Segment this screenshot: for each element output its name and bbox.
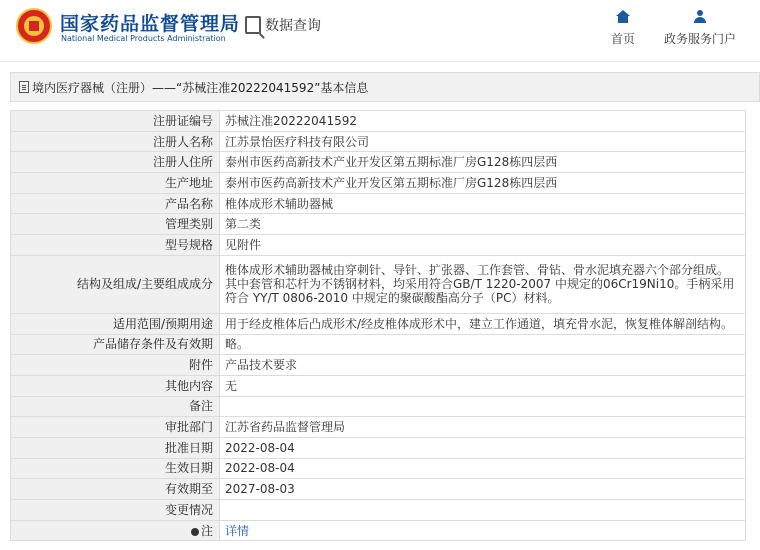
nav-portal-label: 政务服务门户 bbox=[663, 32, 736, 46]
table-row bbox=[11, 375, 746, 396]
field-value: 产品技术要求 bbox=[220, 355, 746, 376]
nav-home[interactable] bbox=[598, 10, 648, 47]
data-query-link[interactable] bbox=[245, 13, 321, 37]
field-label: 管理类别 bbox=[11, 214, 220, 235]
table-row bbox=[11, 193, 746, 214]
field-value: 椎体成形术辅助器械 bbox=[220, 193, 746, 214]
note-label-cell bbox=[11, 520, 220, 541]
data-query-label: 数据查询 bbox=[265, 18, 321, 34]
field-value: 无 bbox=[220, 375, 746, 396]
field-label: 生产地址 bbox=[11, 173, 220, 194]
note-label: 注 bbox=[200, 523, 213, 538]
table-row bbox=[11, 355, 746, 376]
table-row-note bbox=[11, 520, 746, 541]
field-value bbox=[220, 500, 746, 521]
table-row bbox=[11, 479, 746, 500]
table-row bbox=[11, 417, 746, 438]
org-name-en: National Medical Products Administration bbox=[61, 34, 226, 43]
table-row bbox=[11, 131, 746, 152]
field-label: 有效期至 bbox=[11, 479, 220, 500]
field-label: 产品名称 bbox=[11, 193, 220, 214]
field-label: 注册人名称 bbox=[11, 131, 220, 152]
field-label: 其他内容 bbox=[11, 375, 220, 396]
table-row bbox=[11, 235, 746, 256]
field-value: 2027-08-03 bbox=[220, 479, 746, 500]
field-value: 第二类 bbox=[220, 214, 746, 235]
field-value: 泰州市医药高新技术产业开发区第五期标准厂房G128栋四层西 bbox=[220, 173, 746, 194]
table-row bbox=[11, 111, 746, 132]
national-emblem-icon bbox=[16, 8, 52, 44]
field-value: 见附件 bbox=[220, 235, 746, 256]
document-icon bbox=[19, 81, 29, 93]
field-label: 注册证编号 bbox=[11, 111, 220, 132]
table-row bbox=[11, 500, 746, 521]
table-row bbox=[11, 437, 746, 458]
field-label: 适用范围/预期用途 bbox=[11, 313, 220, 334]
nav-home-label: 首页 bbox=[610, 32, 635, 46]
record-table bbox=[10, 110, 746, 541]
field-value: 江苏省药品监督管理局 bbox=[220, 417, 746, 438]
field-value bbox=[220, 396, 746, 417]
table-row bbox=[11, 313, 746, 334]
table-row bbox=[11, 334, 746, 355]
field-label: 审批部门 bbox=[11, 417, 220, 438]
dot-icon bbox=[191, 528, 199, 536]
field-label: 备注 bbox=[11, 396, 220, 417]
details-link[interactable]: 详情 bbox=[225, 523, 250, 538]
page-title-bar bbox=[10, 72, 760, 102]
table-row bbox=[11, 173, 746, 194]
table-row bbox=[11, 152, 746, 173]
search-icon bbox=[245, 16, 261, 34]
field-value: 泰州市医药高新技术产业开发区第五期标准厂房G128栋四层西 bbox=[220, 152, 746, 173]
field-label: 产品储存条件及有效期 bbox=[11, 334, 220, 355]
field-value: 2022-08-04 bbox=[220, 437, 746, 458]
field-label: 附件 bbox=[11, 355, 220, 376]
user-icon bbox=[693, 10, 707, 24]
field-label: 变更情况 bbox=[11, 500, 220, 521]
field-value: 用于经皮椎体后凸成形术/经皮椎体成形术中，建立工作通道，填充骨水泥，恢复椎体解剖结构。 bbox=[220, 313, 746, 334]
field-label: 型号规格 bbox=[11, 235, 220, 256]
field-label: 生效日期 bbox=[11, 458, 220, 479]
field-value: 江苏景怡医疗科技有限公司 bbox=[220, 131, 746, 152]
table-row bbox=[11, 255, 746, 313]
field-value: 椎体成形术辅助器械由穿刺针、导针、扩张器、工作套管、骨钻、骨水泥填充器六个部分组成。其中套管和芯杆为不锈钢材料，均采用符合GB/T 1220-2007 中规定的06Cr19Ni10。手柄采用符合 YY/T 0806-2010 中规定的聚碳酸酯高分子（PC）材料。 bbox=[220, 255, 746, 313]
table-row bbox=[11, 396, 746, 417]
org-name-cn[interactable]: 国家药品监督管理局 bbox=[60, 13, 241, 35]
table-row bbox=[11, 214, 746, 235]
page-title: 境内医疗器械（注册）——“苏械注准20222041592”基本信息 bbox=[32, 80, 369, 95]
field-label: 批准日期 bbox=[11, 437, 220, 458]
table-row bbox=[11, 458, 746, 479]
field-value: 苏械注准20222041592 bbox=[220, 111, 746, 132]
site-header bbox=[0, 0, 760, 62]
field-label: 注册人住所 bbox=[11, 152, 220, 173]
home-icon bbox=[616, 10, 630, 24]
note-value-cell bbox=[220, 520, 746, 541]
field-label: 结构及组成/主要组成成分 bbox=[11, 255, 220, 313]
field-value: 2022-08-04 bbox=[220, 458, 746, 479]
field-value: 略。 bbox=[220, 334, 746, 355]
nav-gov-service-portal[interactable] bbox=[655, 10, 745, 47]
